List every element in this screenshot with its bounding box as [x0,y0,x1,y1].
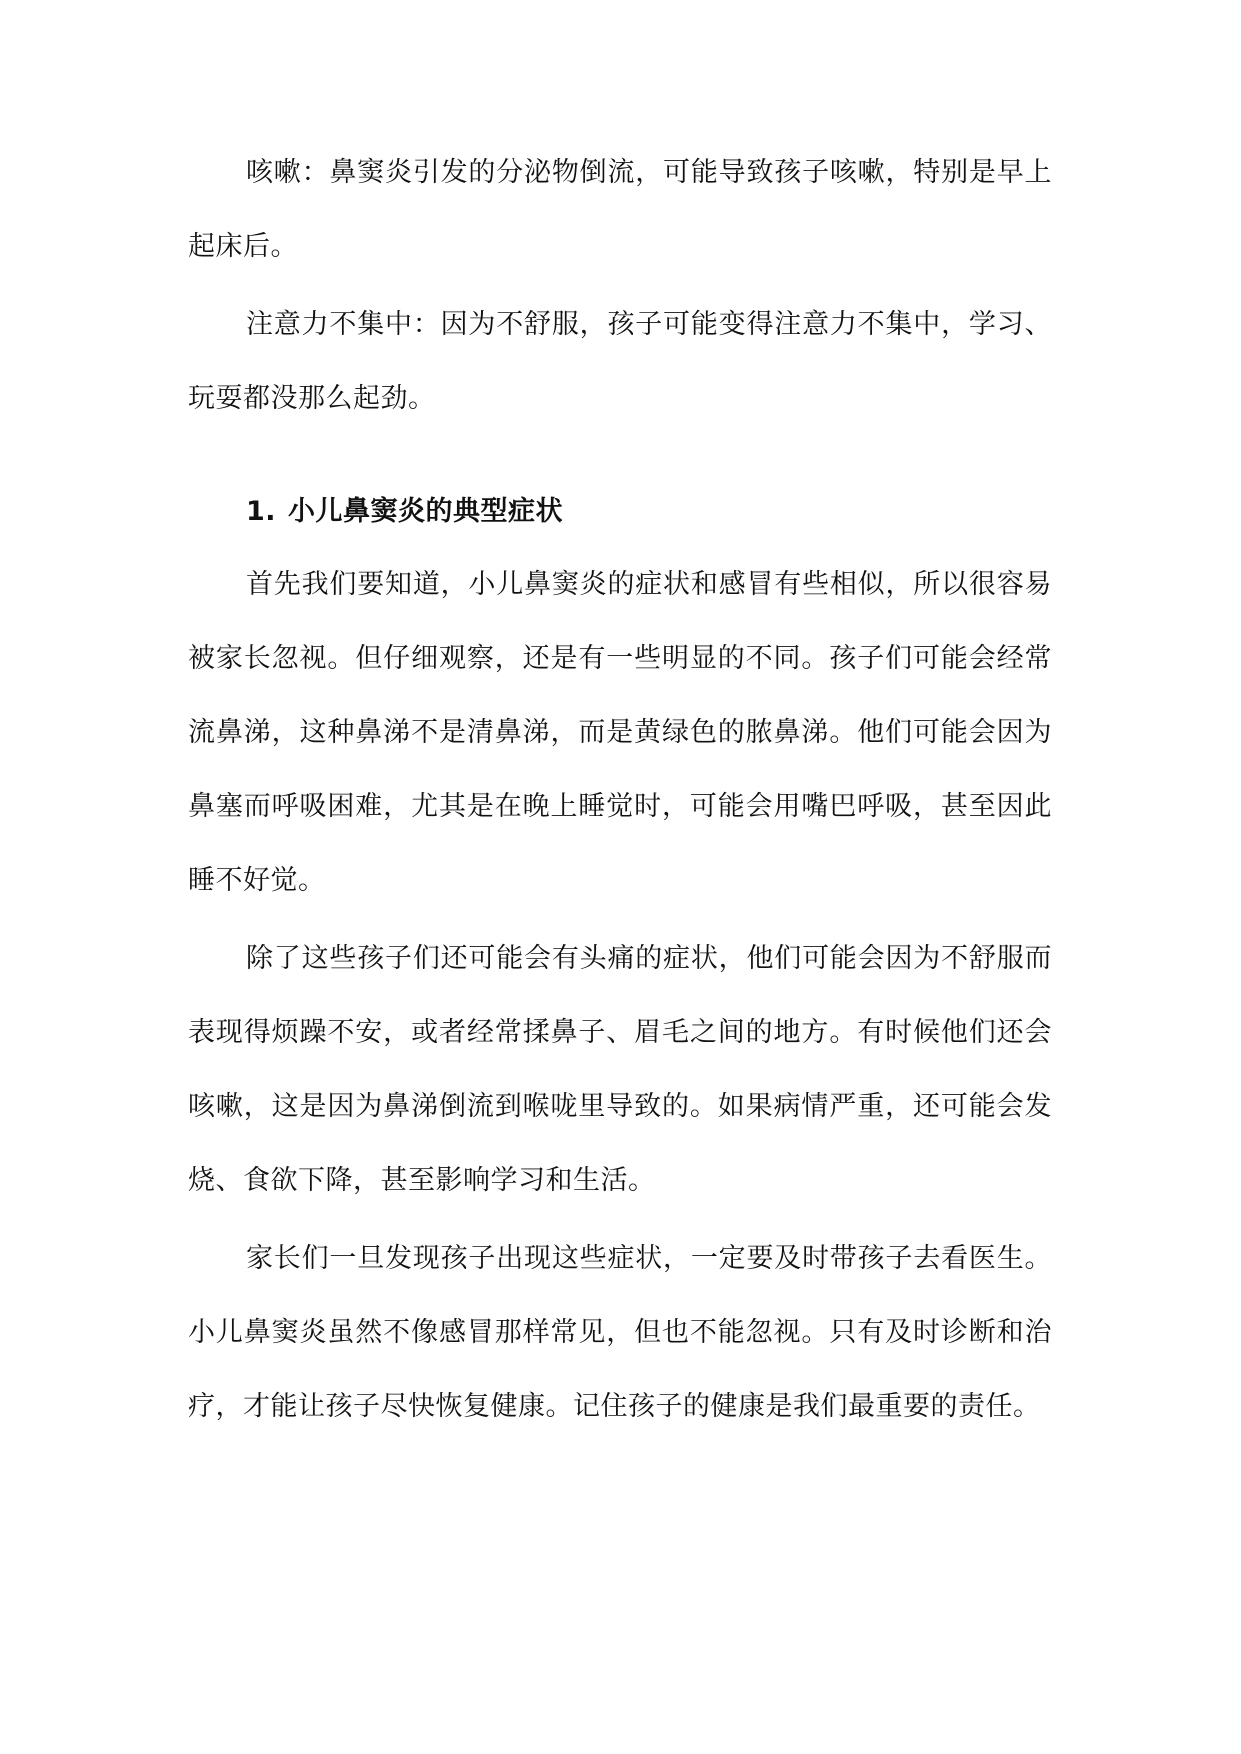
paragraph-symptoms-intro: 首先我们要知道，小儿鼻窦炎的症状和感冒有些相似，所以很容易被家长忽视。但仔细观察，还是有一些明显的不同。孩子们可能会经常流鼻涕，这种鼻涕不是清鼻涕，而是黄绿色的脓鼻涕。他们可能会因为鼻塞而呼吸困难，尤其是在晚上睡觉时，可能会用嘴巴呼吸，甚至因此睡不好觉。 [188,569,1052,896]
paragraph-other-symptoms: 除了这些孩子们还可能会有头痛的症状，他们可能会因为不舒服而表现得烦躁不安，或者经常揉鼻子、眉毛之间的地方。有时候他们还会咳嗽，这是因为鼻涕倒流到喉咙里导致的。如果病情严重，还可能会发烧、食欲下降，甚至影响学习和生活。 [188,943,1052,1196]
paragraph-cough: 咳嗽：鼻窦炎引发的分泌物倒流，可能导致孩子咳嗽，特别是早上起床后。 [188,157,1052,262]
document-body [188,136,1052,1448]
paragraph-advice: 家长们一旦发现孩子出现这些症状，一定要及时带孩子去看医生。小儿鼻窦炎虽然不像感冒那样常见，但也不能忽视。只有及时诊断和治疗，才能让孩子尽快恢复健康。记住孩子的健康是我们最重要的责任。 [188,1243,1052,1422]
section-heading-number: 1. [246,496,277,527]
section-heading [188,482,1052,542]
paragraph-attention: 注意力不集中：因为不舒服，孩子可能变得注意力不集中，学习、玩耍都没那么起劲。 [188,309,1052,414]
section-heading-text: 小儿鼻窦炎的典型症状 [288,496,563,527]
